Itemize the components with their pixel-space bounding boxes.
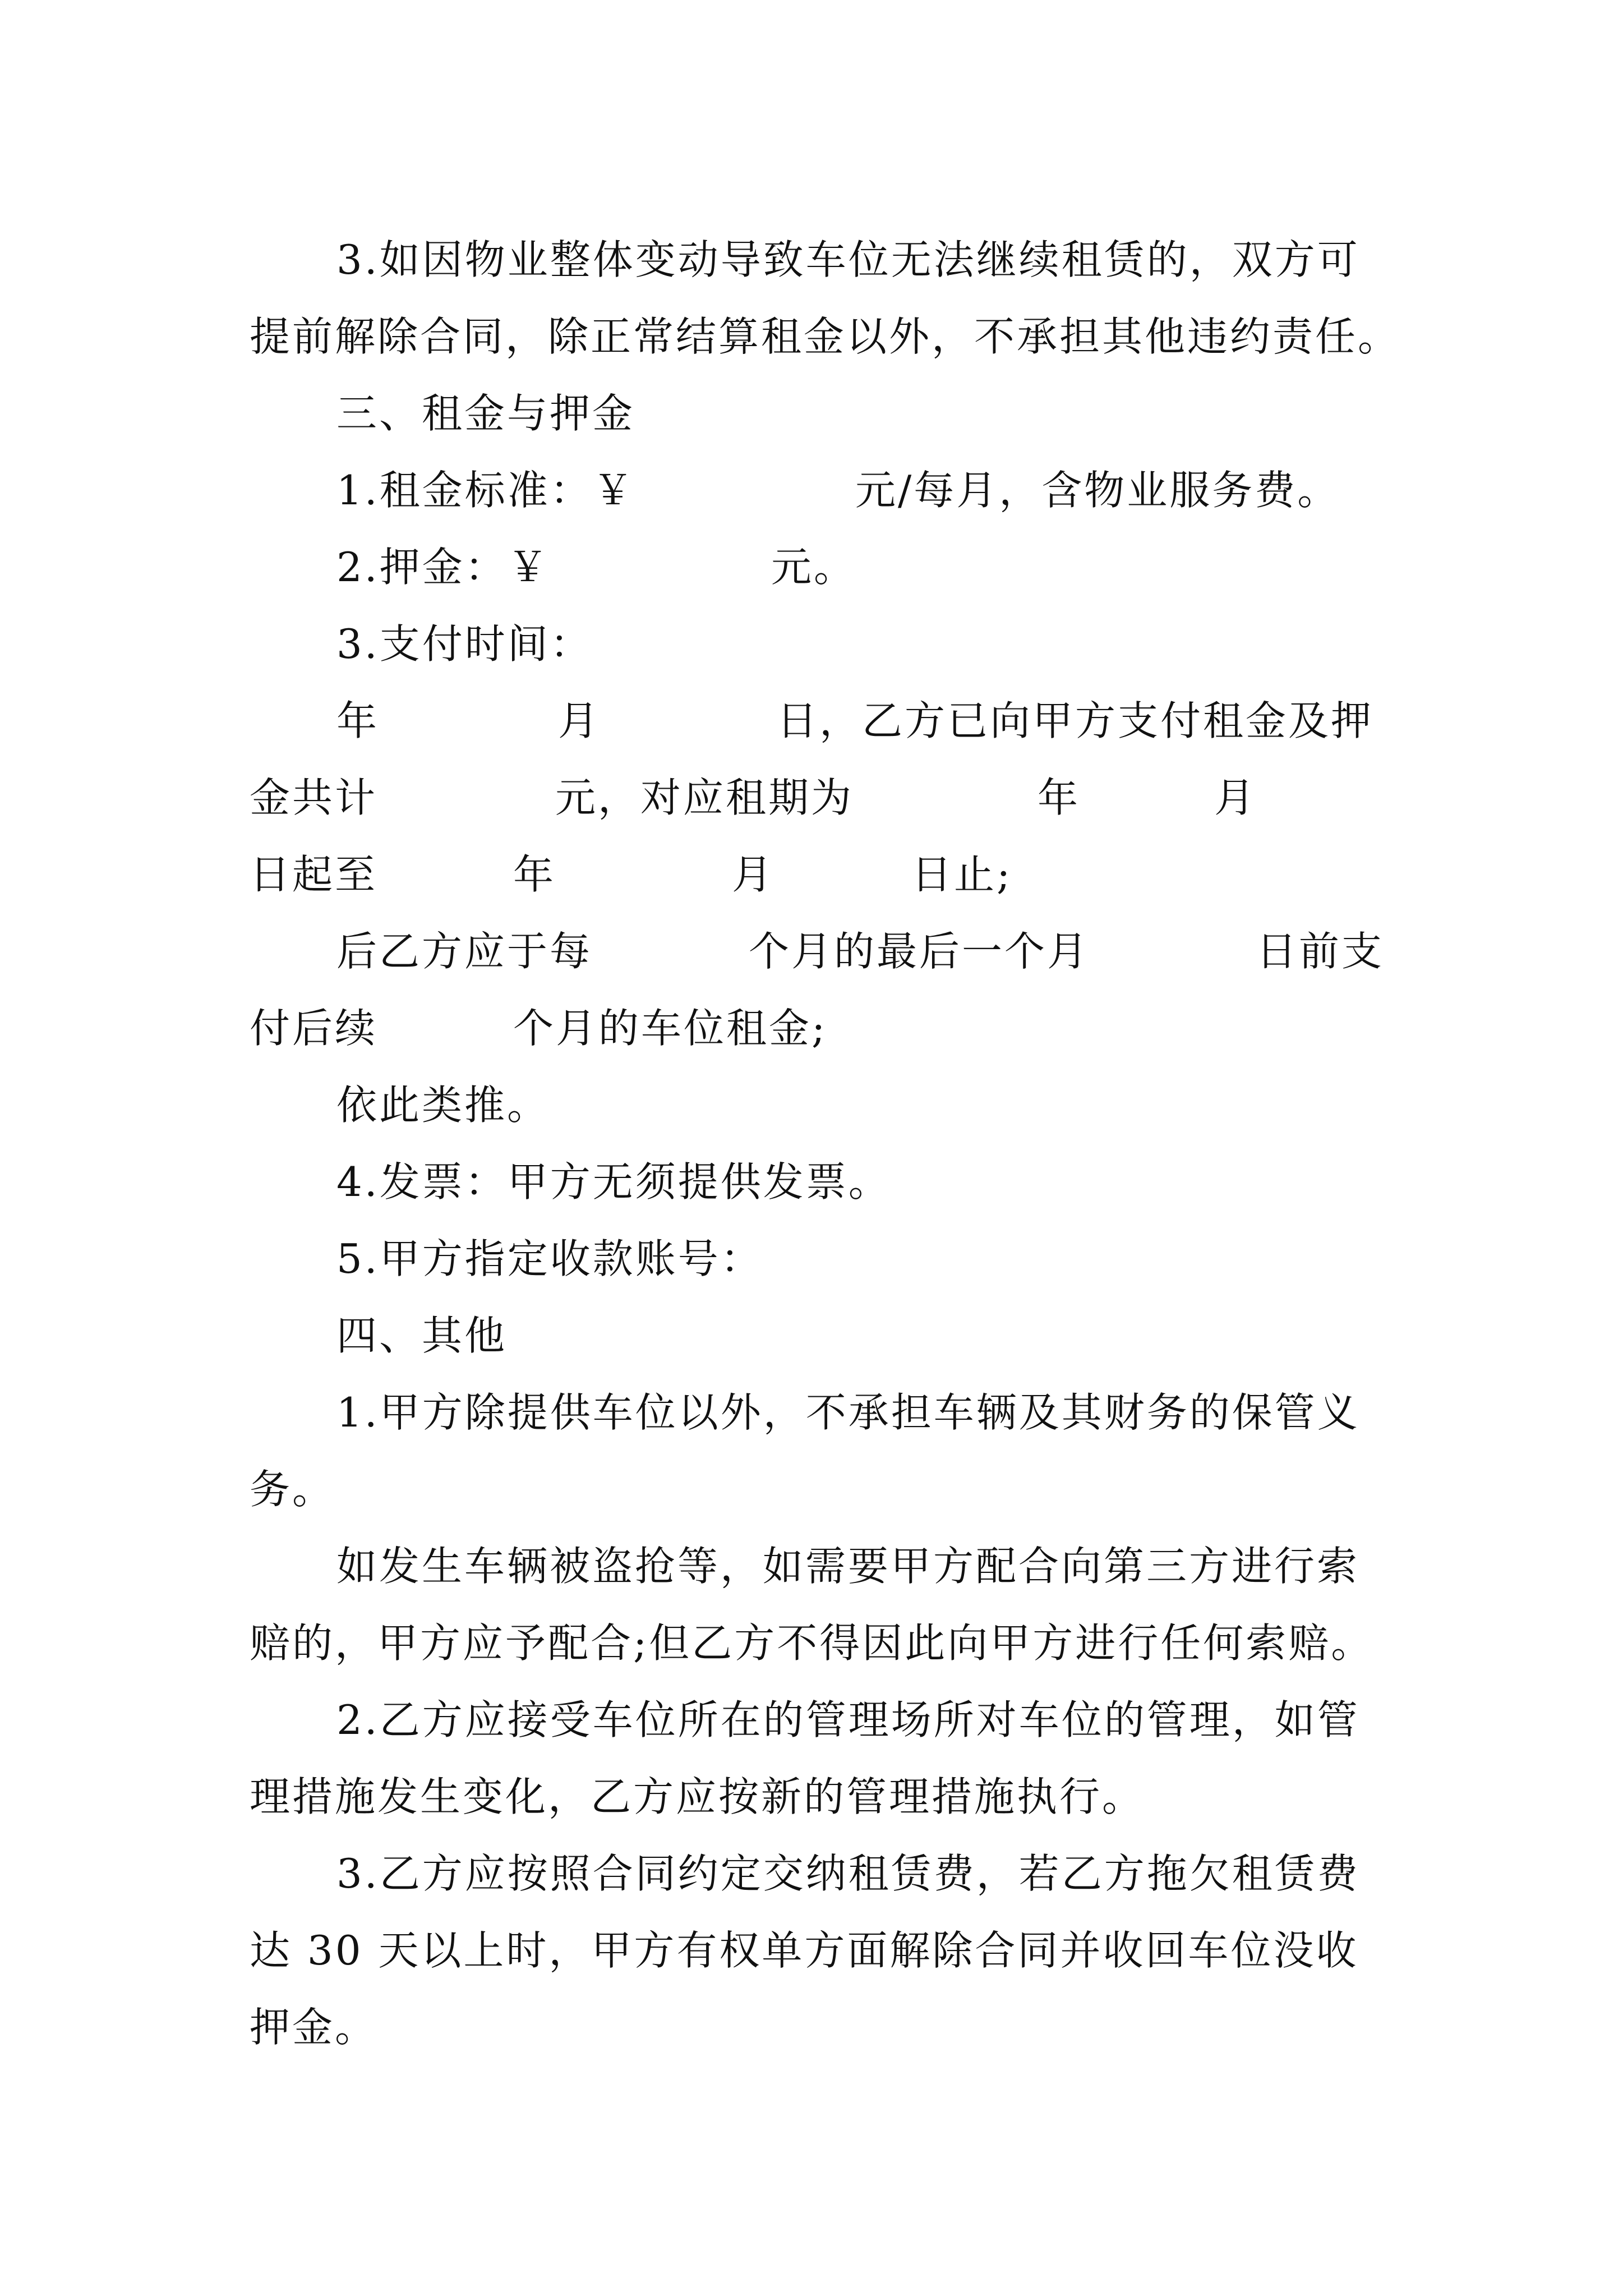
pay-term-year: 年: [1038, 774, 1081, 821]
theft-clause-line-1: 如发生车辆被盗抢等，如需要甲方配合向第三方进行索: [336, 1543, 1360, 1590]
payment-line-2: [250, 760, 1394, 836]
pay-every-label: 后乙方应于每: [336, 928, 593, 975]
payment-line-5: [250, 990, 1394, 1067]
pay-before-day-label: 日前支: [1256, 928, 1385, 975]
deposit-unit: 元。: [771, 544, 857, 591]
pay-to-month: 月: [732, 851, 775, 898]
deposit-label: 2.押金：￥: [336, 544, 550, 591]
theft-clause-line-2: 赔的，甲方应予配合;但乙方不得因此向甲方进行任何索赔。: [250, 1619, 1374, 1667]
payment-line-4: [250, 913, 1394, 990]
pay-last-month-label: 个月的最后一个月: [749, 928, 1090, 975]
other-clause-1-line-2: 务。: [250, 1466, 335, 1513]
section-3-heading: 三、租金与押金: [336, 390, 635, 437]
other-clause-3-line-2: 达 30 天以上时，甲方有权单方面解除合同并收回车位没收: [250, 1927, 1359, 1974]
payment-line-3: [250, 836, 1394, 913]
other-clause-2-line-2: 理措施发生变化，乙方应按新的管理措施执行。: [250, 1773, 1145, 1820]
payment-line-1: [250, 683, 1394, 760]
rent-standard-label: 1.租金标准：￥: [336, 467, 635, 514]
account-clause: 5.甲方指定收款账号：: [336, 1235, 763, 1282]
rent-standard-line: [250, 452, 1394, 529]
other-clause-3-line-3: 押金。: [250, 2004, 378, 2051]
other-clause-2-line-1: 2.乙方应接受车位所在的管理场所对车位的管理，如管: [336, 1696, 1360, 1743]
pay-year: 年: [336, 697, 380, 744]
pay-from-label: 日起至: [250, 851, 378, 898]
pay-total-label: 金共计: [250, 774, 378, 821]
invoice-clause: 4.发票：甲方无须提供发票。: [336, 1158, 891, 1205]
pay-to-year: 年: [513, 851, 556, 898]
pay-subsequent-label: 付后续: [250, 1005, 378, 1052]
contract-body: [250, 222, 1401, 2066]
section-4-heading: 四、其他: [336, 1312, 508, 1359]
pay-term-label: 元，对应租期为: [555, 774, 854, 821]
rent-standard-unit: 元/每月，含物业服务费。: [855, 467, 1340, 514]
and-so-on: 依此类推。: [336, 1082, 550, 1129]
pay-day-text: 日，乙方已向甲方支付租金及押: [777, 697, 1374, 744]
other-clause-3-line-1: 3.乙方应按照合同约定交纳租赁费，若乙方拖欠租赁费: [336, 1850, 1360, 1897]
deposit-line: [250, 529, 1394, 606]
payment-time-label: 3.支付时间：: [336, 620, 593, 668]
pay-subsequent-rent: 个月的车位租金;: [513, 1005, 828, 1052]
pay-to-day: 日止;: [911, 851, 1013, 898]
pay-term-month: 月: [1214, 774, 1257, 821]
pay-month: 月: [558, 697, 601, 744]
clause-3-line-1: 3.如因物业整体变动导致车位无法继续租赁的，双方可: [336, 236, 1360, 283]
clause-3-line-2: 提前解除合同，除正常结算租金以外，不承担其他违约责任。: [250, 313, 1401, 360]
other-clause-1-line-1: 1.甲方除提供车位以外，不承担车辆及其财务的保管义: [336, 1389, 1360, 1436]
